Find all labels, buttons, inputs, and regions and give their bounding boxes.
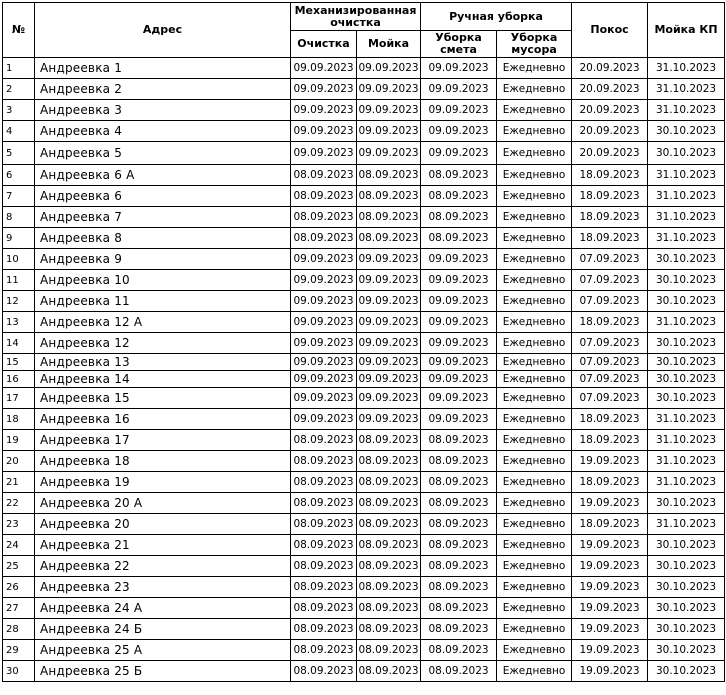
row-manual-trash: Ежедневно bbox=[497, 142, 572, 165]
row-wash-kp: 30.10.2023 bbox=[648, 371, 725, 388]
row-manual-sweep: 09.09.2023 bbox=[421, 79, 497, 100]
row-wash-kp: 30.10.2023 bbox=[648, 142, 725, 165]
row-wash-kp: 30.10.2023 bbox=[648, 619, 725, 640]
row-mech-clean: 08.09.2023 bbox=[291, 577, 357, 598]
row-manual-trash: Ежедневно bbox=[497, 640, 572, 661]
row-mech-wash: 08.09.2023 bbox=[357, 619, 421, 640]
row-manual-trash: Ежедневно bbox=[497, 333, 572, 354]
row-manual-trash: Ежедневно bbox=[497, 661, 572, 682]
row-address: Андреевка 8 bbox=[35, 228, 291, 249]
row-wash-kp: 31.10.2023 bbox=[648, 312, 725, 333]
table-row bbox=[3, 598, 725, 619]
row-manual-trash: Ежедневно bbox=[497, 186, 572, 207]
row-wash-kp: 30.10.2023 bbox=[648, 270, 725, 291]
row-num: 21 bbox=[3, 472, 35, 493]
row-manual-trash: Ежедневно bbox=[497, 228, 572, 249]
row-address: Андреевка 3 bbox=[35, 100, 291, 121]
row-num: 10 bbox=[3, 249, 35, 270]
row-manual-sweep: 09.09.2023 bbox=[421, 371, 497, 388]
row-address: Андреевка 17 bbox=[35, 430, 291, 451]
row-manual-sweep: 08.09.2023 bbox=[421, 493, 497, 514]
row-manual-trash: Ежедневно bbox=[497, 472, 572, 493]
row-mech-wash: 08.09.2023 bbox=[357, 514, 421, 535]
row-mech-clean: 08.09.2023 bbox=[291, 619, 357, 640]
row-manual-sweep: 08.09.2023 bbox=[421, 577, 497, 598]
row-mech-clean: 08.09.2023 bbox=[291, 598, 357, 619]
row-manual-sweep: 09.09.2023 bbox=[421, 409, 497, 430]
row-wash-kp: 30.10.2023 bbox=[648, 661, 725, 682]
row-address: Андреевка 20 bbox=[35, 514, 291, 535]
row-mowing: 07.09.2023 bbox=[572, 333, 648, 354]
row-mowing: 07.09.2023 bbox=[572, 249, 648, 270]
row-manual-sweep: 09.09.2023 bbox=[421, 58, 497, 79]
row-mech-clean: 09.09.2023 bbox=[291, 100, 357, 121]
row-manual-sweep: 09.09.2023 bbox=[421, 388, 497, 409]
header-manual-trash: Уборка мусора bbox=[497, 31, 572, 58]
row-mowing: 20.09.2023 bbox=[572, 142, 648, 165]
row-mech-clean: 09.09.2023 bbox=[291, 58, 357, 79]
row-mech-clean: 08.09.2023 bbox=[291, 165, 357, 186]
header-mowing: Покос bbox=[572, 3, 648, 58]
row-num: 7 bbox=[3, 186, 35, 207]
row-mowing: 18.09.2023 bbox=[572, 228, 648, 249]
row-manual-trash: Ежедневно bbox=[497, 371, 572, 388]
table-row bbox=[3, 312, 725, 333]
row-manual-trash: Ежедневно bbox=[497, 312, 572, 333]
row-mowing: 07.09.2023 bbox=[572, 291, 648, 312]
row-manual-trash: Ежедневно bbox=[497, 100, 572, 121]
row-mowing: 20.09.2023 bbox=[572, 79, 648, 100]
row-num: 1 bbox=[3, 58, 35, 79]
row-mech-clean: 09.09.2023 bbox=[291, 142, 357, 165]
row-wash-kp: 31.10.2023 bbox=[648, 228, 725, 249]
row-address: Андреевка 5 bbox=[35, 142, 291, 165]
row-manual-sweep: 09.09.2023 bbox=[421, 142, 497, 165]
table-row bbox=[3, 493, 725, 514]
row-address: Андреевка 2 bbox=[35, 79, 291, 100]
table-row bbox=[3, 186, 725, 207]
row-manual-sweep: 09.09.2023 bbox=[421, 121, 497, 142]
row-address: Андреевка 7 bbox=[35, 207, 291, 228]
row-mech-wash: 09.09.2023 bbox=[357, 249, 421, 270]
table-row bbox=[3, 430, 725, 451]
row-manual-trash: Ежедневно bbox=[497, 451, 572, 472]
row-mech-wash: 08.09.2023 bbox=[357, 493, 421, 514]
row-address: Андреевка 6 А bbox=[35, 165, 291, 186]
table-row bbox=[3, 451, 725, 472]
row-address: Андреевка 10 bbox=[35, 270, 291, 291]
table-body bbox=[3, 58, 725, 682]
table-row bbox=[3, 100, 725, 121]
row-manual-trash: Ежедневно bbox=[497, 207, 572, 228]
row-num: 16 bbox=[3, 371, 35, 388]
row-manual-trash: Ежедневно bbox=[497, 121, 572, 142]
row-wash-kp: 31.10.2023 bbox=[648, 430, 725, 451]
row-mech-wash: 08.09.2023 bbox=[357, 535, 421, 556]
table-row bbox=[3, 661, 725, 682]
row-mech-wash: 08.09.2023 bbox=[357, 640, 421, 661]
row-manual-trash: Ежедневно bbox=[497, 430, 572, 451]
row-mech-clean: 09.09.2023 bbox=[291, 270, 357, 291]
table-row bbox=[3, 291, 725, 312]
row-mowing: 19.09.2023 bbox=[572, 493, 648, 514]
row-num: 19 bbox=[3, 430, 35, 451]
header-manual-sweep: Уборка смета bbox=[421, 31, 497, 58]
row-mowing: 18.09.2023 bbox=[572, 207, 648, 228]
row-mowing: 19.09.2023 bbox=[572, 556, 648, 577]
row-num: 28 bbox=[3, 619, 35, 640]
row-mech-clean: 08.09.2023 bbox=[291, 430, 357, 451]
row-wash-kp: 31.10.2023 bbox=[648, 514, 725, 535]
row-manual-trash: Ежедневно bbox=[497, 556, 572, 577]
row-num: 30 bbox=[3, 661, 35, 682]
row-mech-wash: 08.09.2023 bbox=[357, 661, 421, 682]
row-mech-wash: 09.09.2023 bbox=[357, 409, 421, 430]
row-manual-trash: Ежедневно bbox=[497, 354, 572, 371]
row-manual-trash: Ежедневно bbox=[497, 619, 572, 640]
row-mech-clean: 08.09.2023 bbox=[291, 451, 357, 472]
row-address: Андреевка 25 А bbox=[35, 640, 291, 661]
row-num: 15 bbox=[3, 354, 35, 371]
row-mech-clean: 09.09.2023 bbox=[291, 354, 357, 371]
row-address: Андреевка 22 bbox=[35, 556, 291, 577]
row-mech-clean: 08.09.2023 bbox=[291, 207, 357, 228]
table-row bbox=[3, 388, 725, 409]
row-mech-wash: 09.09.2023 bbox=[357, 388, 421, 409]
row-mech-clean: 09.09.2023 bbox=[291, 388, 357, 409]
row-num: 2 bbox=[3, 79, 35, 100]
row-mech-wash: 08.09.2023 bbox=[357, 430, 421, 451]
row-mowing: 19.09.2023 bbox=[572, 598, 648, 619]
row-mowing: 18.09.2023 bbox=[572, 430, 648, 451]
row-wash-kp: 31.10.2023 bbox=[648, 100, 725, 121]
row-address: Андреевка 19 bbox=[35, 472, 291, 493]
row-manual-sweep: 09.09.2023 bbox=[421, 249, 497, 270]
row-mowing: 19.09.2023 bbox=[572, 451, 648, 472]
row-manual-sweep: 08.09.2023 bbox=[421, 514, 497, 535]
header-mech: Механизированная очистка bbox=[291, 3, 421, 31]
table-row bbox=[3, 619, 725, 640]
table-row bbox=[3, 121, 725, 142]
header-mech-wash: Мойка bbox=[357, 31, 421, 58]
row-mowing: 19.09.2023 bbox=[572, 661, 648, 682]
row-mech-wash: 09.09.2023 bbox=[357, 371, 421, 388]
row-num: 29 bbox=[3, 640, 35, 661]
table-row bbox=[3, 535, 725, 556]
table-row bbox=[3, 577, 725, 598]
row-num: 23 bbox=[3, 514, 35, 535]
row-mech-clean: 08.09.2023 bbox=[291, 472, 357, 493]
table-row bbox=[3, 207, 725, 228]
row-manual-trash: Ежедневно bbox=[497, 535, 572, 556]
row-num: 17 bbox=[3, 388, 35, 409]
row-mech-wash: 08.09.2023 bbox=[357, 165, 421, 186]
schedule-table bbox=[2, 2, 725, 682]
row-wash-kp: 31.10.2023 bbox=[648, 58, 725, 79]
row-address: Андреевка 12 bbox=[35, 333, 291, 354]
row-num: 22 bbox=[3, 493, 35, 514]
row-mowing: 20.09.2023 bbox=[572, 121, 648, 142]
row-manual-sweep: 08.09.2023 bbox=[421, 661, 497, 682]
row-address: Андреевка 21 bbox=[35, 535, 291, 556]
row-mowing: 19.09.2023 bbox=[572, 619, 648, 640]
row-wash-kp: 30.10.2023 bbox=[648, 388, 725, 409]
row-address: Андреевка 25 Б bbox=[35, 661, 291, 682]
row-mowing: 07.09.2023 bbox=[572, 270, 648, 291]
row-mech-wash: 09.09.2023 bbox=[357, 100, 421, 121]
table-row bbox=[3, 409, 725, 430]
row-wash-kp: 31.10.2023 bbox=[648, 409, 725, 430]
row-manual-trash: Ежедневно bbox=[497, 577, 572, 598]
row-manual-trash: Ежедневно bbox=[497, 165, 572, 186]
row-wash-kp: 31.10.2023 bbox=[648, 186, 725, 207]
row-address: Андреевка 9 bbox=[35, 249, 291, 270]
row-mech-wash: 09.09.2023 bbox=[357, 79, 421, 100]
row-wash-kp: 30.10.2023 bbox=[648, 291, 725, 312]
row-manual-sweep: 08.09.2023 bbox=[421, 228, 497, 249]
row-num: 13 bbox=[3, 312, 35, 333]
row-wash-kp: 31.10.2023 bbox=[648, 79, 725, 100]
row-mech-clean: 08.09.2023 bbox=[291, 640, 357, 661]
row-mowing: 19.09.2023 bbox=[572, 535, 648, 556]
row-manual-sweep: 09.09.2023 bbox=[421, 354, 497, 371]
row-wash-kp: 31.10.2023 bbox=[648, 165, 725, 186]
table-row bbox=[3, 165, 725, 186]
row-wash-kp: 31.10.2023 bbox=[648, 451, 725, 472]
row-manual-sweep: 08.09.2023 bbox=[421, 556, 497, 577]
row-manual-sweep: 08.09.2023 bbox=[421, 165, 497, 186]
row-mech-clean: 09.09.2023 bbox=[291, 79, 357, 100]
row-wash-kp: 30.10.2023 bbox=[648, 598, 725, 619]
row-manual-sweep: 08.09.2023 bbox=[421, 451, 497, 472]
row-mech-wash: 09.09.2023 bbox=[357, 291, 421, 312]
row-manual-sweep: 08.09.2023 bbox=[421, 619, 497, 640]
row-mowing: 20.09.2023 bbox=[572, 58, 648, 79]
row-num: 12 bbox=[3, 291, 35, 312]
row-manual-trash: Ежедневно bbox=[497, 598, 572, 619]
row-manual-trash: Ежедневно bbox=[497, 388, 572, 409]
row-mech-clean: 08.09.2023 bbox=[291, 661, 357, 682]
row-mech-wash: 09.09.2023 bbox=[357, 58, 421, 79]
table-row bbox=[3, 142, 725, 165]
row-mowing: 07.09.2023 bbox=[572, 371, 648, 388]
row-address: Андреевка 14 bbox=[35, 371, 291, 388]
row-num: 5 bbox=[3, 142, 35, 165]
row-address: Андреевка 20 А bbox=[35, 493, 291, 514]
row-num: 6 bbox=[3, 165, 35, 186]
row-manual-sweep: 08.09.2023 bbox=[421, 207, 497, 228]
row-num: 4 bbox=[3, 121, 35, 142]
row-mech-clean: 09.09.2023 bbox=[291, 409, 357, 430]
row-address: Андреевка 6 bbox=[35, 186, 291, 207]
row-wash-kp: 30.10.2023 bbox=[648, 556, 725, 577]
row-manual-trash: Ежедневно bbox=[497, 409, 572, 430]
row-mowing: 18.09.2023 bbox=[572, 409, 648, 430]
header-num: № bbox=[3, 3, 35, 58]
row-address: Андреевка 24 Б bbox=[35, 619, 291, 640]
row-mech-wash: 08.09.2023 bbox=[357, 186, 421, 207]
row-mowing: 07.09.2023 bbox=[572, 354, 648, 371]
table-row bbox=[3, 354, 725, 371]
table-row bbox=[3, 640, 725, 661]
row-mowing: 18.09.2023 bbox=[572, 165, 648, 186]
row-mech-wash: 09.09.2023 bbox=[357, 312, 421, 333]
row-manual-sweep: 08.09.2023 bbox=[421, 640, 497, 661]
row-mech-clean: 08.09.2023 bbox=[291, 186, 357, 207]
header-mech-clean: Очистка bbox=[291, 31, 357, 58]
row-mech-clean: 09.09.2023 bbox=[291, 333, 357, 354]
table-row bbox=[3, 79, 725, 100]
table-row bbox=[3, 58, 725, 79]
row-mowing: 18.09.2023 bbox=[572, 312, 648, 333]
row-manual-trash: Ежедневно bbox=[497, 58, 572, 79]
row-manual-sweep: 08.09.2023 bbox=[421, 598, 497, 619]
table-row bbox=[3, 228, 725, 249]
row-num: 26 bbox=[3, 577, 35, 598]
row-num: 18 bbox=[3, 409, 35, 430]
row-mech-clean: 09.09.2023 bbox=[291, 371, 357, 388]
table-row bbox=[3, 371, 725, 388]
header-wash-kp: Мойка КП bbox=[648, 3, 725, 58]
row-address: Андреевка 12 А bbox=[35, 312, 291, 333]
row-address: Андреевка 18 bbox=[35, 451, 291, 472]
row-mech-wash: 08.09.2023 bbox=[357, 556, 421, 577]
row-manual-trash: Ежедневно bbox=[497, 291, 572, 312]
row-mech-clean: 08.09.2023 bbox=[291, 493, 357, 514]
table-row bbox=[3, 270, 725, 291]
table-row bbox=[3, 556, 725, 577]
row-num: 3 bbox=[3, 100, 35, 121]
row-mech-clean: 08.09.2023 bbox=[291, 556, 357, 577]
row-mech-wash: 08.09.2023 bbox=[357, 577, 421, 598]
row-manual-trash: Ежедневно bbox=[497, 270, 572, 291]
row-mech-clean: 08.09.2023 bbox=[291, 535, 357, 556]
row-num: 8 bbox=[3, 207, 35, 228]
row-mowing: 18.09.2023 bbox=[572, 186, 648, 207]
row-wash-kp: 30.10.2023 bbox=[648, 493, 725, 514]
table-row bbox=[3, 472, 725, 493]
row-address: Андреевка 16 bbox=[35, 409, 291, 430]
row-mech-clean: 09.09.2023 bbox=[291, 249, 357, 270]
row-num: 11 bbox=[3, 270, 35, 291]
row-manual-trash: Ежедневно bbox=[497, 249, 572, 270]
row-address: Андреевка 13 bbox=[35, 354, 291, 371]
row-wash-kp: 30.10.2023 bbox=[648, 249, 725, 270]
row-manual-trash: Ежедневно bbox=[497, 79, 572, 100]
row-manual-sweep: 08.09.2023 bbox=[421, 472, 497, 493]
row-manual-sweep: 08.09.2023 bbox=[421, 535, 497, 556]
row-manual-sweep: 09.09.2023 bbox=[421, 291, 497, 312]
row-manual-sweep: 08.09.2023 bbox=[421, 186, 497, 207]
row-address: Андреевка 4 bbox=[35, 121, 291, 142]
row-mech-wash: 09.09.2023 bbox=[357, 121, 421, 142]
row-mowing: 19.09.2023 bbox=[572, 577, 648, 598]
row-num: 27 bbox=[3, 598, 35, 619]
row-mech-clean: 09.09.2023 bbox=[291, 291, 357, 312]
row-mech-clean: 09.09.2023 bbox=[291, 312, 357, 333]
row-address: Андреевка 11 bbox=[35, 291, 291, 312]
row-mech-wash: 09.09.2023 bbox=[357, 354, 421, 371]
table-header bbox=[3, 3, 725, 58]
row-address: Андреевка 23 bbox=[35, 577, 291, 598]
header-manual: Ручная уборка bbox=[421, 3, 572, 31]
row-address: Андреевка 15 bbox=[35, 388, 291, 409]
table-row bbox=[3, 333, 725, 354]
row-mech-wash: 09.09.2023 bbox=[357, 270, 421, 291]
row-mech-wash: 08.09.2023 bbox=[357, 472, 421, 493]
row-mech-wash: 08.09.2023 bbox=[357, 598, 421, 619]
row-num: 9 bbox=[3, 228, 35, 249]
row-wash-kp: 30.10.2023 bbox=[648, 333, 725, 354]
row-wash-kp: 30.10.2023 bbox=[648, 354, 725, 371]
row-mech-clean: 08.09.2023 bbox=[291, 228, 357, 249]
row-wash-kp: 30.10.2023 bbox=[648, 640, 725, 661]
row-num: 24 bbox=[3, 535, 35, 556]
row-address: Андреевка 1 bbox=[35, 58, 291, 79]
table-row bbox=[3, 249, 725, 270]
row-manual-sweep: 09.09.2023 bbox=[421, 333, 497, 354]
row-manual-sweep: 09.09.2023 bbox=[421, 270, 497, 291]
row-wash-kp: 30.10.2023 bbox=[648, 535, 725, 556]
row-wash-kp: 31.10.2023 bbox=[648, 207, 725, 228]
row-mech-clean: 09.09.2023 bbox=[291, 121, 357, 142]
row-num: 14 bbox=[3, 333, 35, 354]
row-mech-wash: 08.09.2023 bbox=[357, 451, 421, 472]
row-address: Андреевка 24 А bbox=[35, 598, 291, 619]
row-mowing: 18.09.2023 bbox=[572, 472, 648, 493]
table-row bbox=[3, 514, 725, 535]
row-num: 20 bbox=[3, 451, 35, 472]
row-manual-sweep: 09.09.2023 bbox=[421, 100, 497, 121]
row-mowing: 20.09.2023 bbox=[572, 100, 648, 121]
row-mech-wash: 08.09.2023 bbox=[357, 207, 421, 228]
row-mech-clean: 08.09.2023 bbox=[291, 514, 357, 535]
row-mech-wash: 09.09.2023 bbox=[357, 142, 421, 165]
row-manual-trash: Ежедневно bbox=[497, 514, 572, 535]
row-wash-kp: 31.10.2023 bbox=[648, 472, 725, 493]
row-wash-kp: 30.10.2023 bbox=[648, 577, 725, 598]
row-mech-wash: 09.09.2023 bbox=[357, 333, 421, 354]
row-mech-wash: 08.09.2023 bbox=[357, 228, 421, 249]
header-address: Адрес bbox=[35, 3, 291, 58]
row-manual-sweep: 08.09.2023 bbox=[421, 430, 497, 451]
row-mowing: 07.09.2023 bbox=[572, 388, 648, 409]
row-mowing: 18.09.2023 bbox=[572, 514, 648, 535]
row-mowing: 19.09.2023 bbox=[572, 640, 648, 661]
row-manual-sweep: 09.09.2023 bbox=[421, 312, 497, 333]
row-manual-trash: Ежедневно bbox=[497, 493, 572, 514]
row-num: 25 bbox=[3, 556, 35, 577]
row-wash-kp: 30.10.2023 bbox=[648, 121, 725, 142]
